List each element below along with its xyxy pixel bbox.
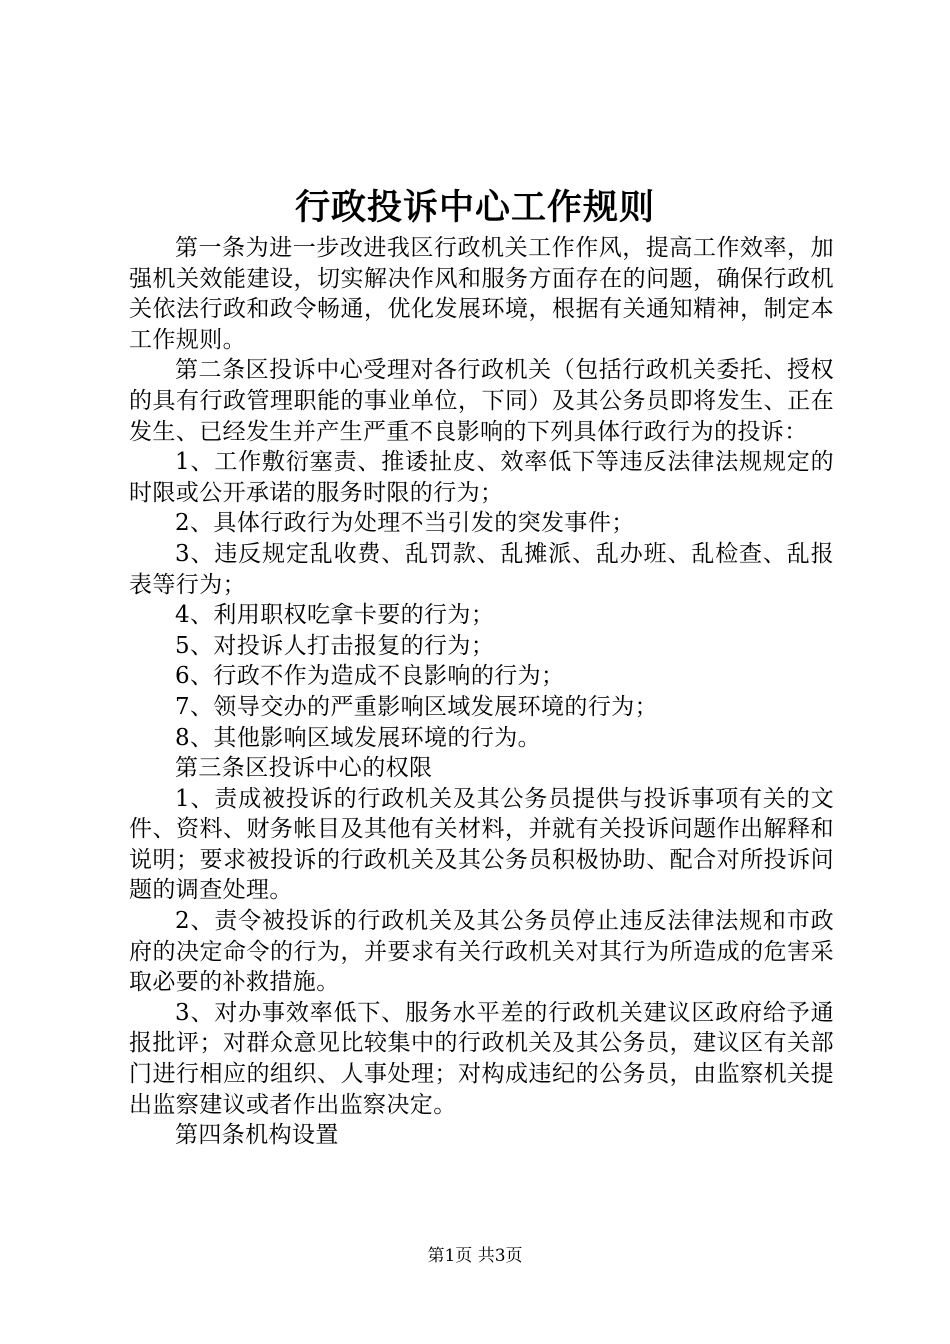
paragraph-article-4: 第四条机构设置	[175, 1122, 339, 1149]
list-item: 5、对投诉人打击报复的行为；	[175, 632, 495, 659]
list-item: 6、行政不作为造成不良影响的行为；	[175, 663, 565, 690]
paragraph-article-1: 第一条为进一步改进我区行政机关工作作风，提高工作效率，加强机关效能建设，切实解决作风和服务方面存在的问题，确保行政机关依法行政和政令畅通，优化发展环境，根据有关通知精神，制定本工作规则。	[129, 235, 834, 353]
list-item: 8、其他影响区域发展环境的行为。	[175, 724, 542, 751]
list-item: 3、违反规定乱收费、乱罚款、乱摊派、乱办班、乱检查、乱报表等行为；	[129, 540, 834, 598]
paragraph-article-3: 第三条区投诉中心的权限	[175, 755, 433, 782]
document-title: 行政投诉中心工作规则	[294, 187, 655, 228]
list-item: 1、工作敷衍塞责、推诿扯皮、效率低下等违反法律法规规定的时限或公开承诺的服务时限的行为；	[129, 449, 834, 506]
list-item: 7、领导交办的严重影响区域发展环境的行为；	[175, 693, 659, 720]
page-number-footer: 第1页 共3页	[427, 1246, 523, 1266]
list-item: 1、责成被投诉的行政机关及其公务员提供与投诉事项有关的文件、资料、财务帐目及其他有关材料，并就有关投诉问题作出解释和说明；要求被投诉的行政机关及其公务员积极协助、配合对所投诉问题的调查处理。	[129, 785, 834, 904]
list-item: 2、具体行政行为处理不当引发的突发事件；	[175, 510, 635, 537]
list-item: 3、对办事效率低下、服务水平差的行政机关建议区政府给予通报批评；对群众意见比较集中的行政机关及其公务员，建议区有关部门进行相应的组织、人事处理；对构成违纪的公务员，由监察机关提出监察建议或者作出监察决定。	[129, 999, 834, 1118]
document-body	[129, 233, 834, 1151]
paragraph-article-2: 第二条区投诉中心受理对各行政机关（包括行政机关委托、授权的具有行政管理职能的事业单位，下同）及其公务员即将发生、正在发生、已经发生并产生严重不良影响的下列具体行政行为的投诉：	[129, 357, 834, 445]
list-item: 4、利用职权吃拿卡要的行为；	[175, 602, 495, 629]
list-item: 2、责令被投诉的行政机关及其公务员停止违反法律法规和市政府的决定命令的行为，并要求有关行政机关对其行为所造成的危害采取必要的补救措施。	[129, 908, 834, 996]
